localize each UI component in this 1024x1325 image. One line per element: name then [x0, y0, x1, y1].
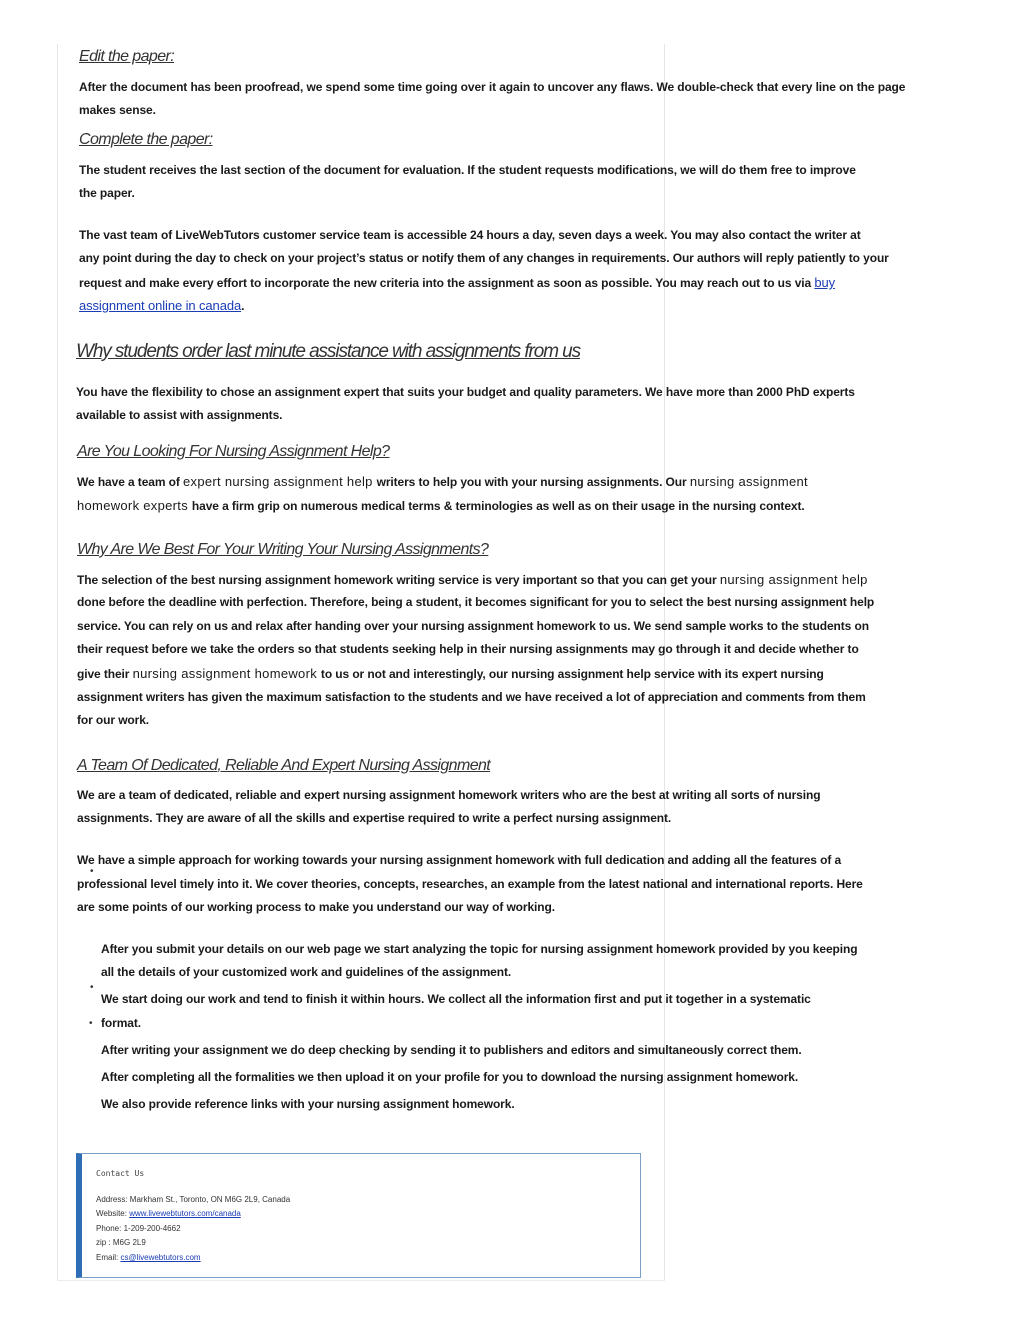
- list-item-1-line-1: After you submit your details on our web page we start analyzing the topic for nursing assignment homework provided by you keeping: [101, 942, 858, 956]
- why-text-line-2: available to assist with assignments.: [76, 408, 283, 422]
- complete-heading: Complete the paper:: [79, 131, 213, 148]
- list-item-5: We also provide reference links with your nursing assignment homework.: [101, 1097, 515, 1111]
- best-line-6: assignment writers has given the maximum satisfaction to the students and we have received a lot of appreciation and comments from them: [77, 690, 866, 704]
- best-line-1-b: nursing assignment help: [719, 572, 868, 587]
- buy-assignment-link-part-2[interactable]: assignment online in canada: [79, 298, 242, 313]
- edit-text-line-2: makes sense.: [79, 103, 156, 117]
- looking-text-line-1: [77, 470, 808, 495]
- bullet-dot-3: •: [89, 1018, 93, 1029]
- list-item-2-line-1: We start doing our work and tend to finish it within hours. We collect all the information first and put it together in a systematic: [101, 992, 811, 1006]
- contact-website: [96, 1209, 241, 1218]
- contact-address: Address: Markham St., Toronto, ON M6G 2L9, Canada: [96, 1195, 291, 1204]
- bottom-rule: [57, 1280, 665, 1281]
- why-text-line-1: You have the flexibility to chose an assignment expert that suits your budget and quality parameters. We have more than 2000 PhD experts: [76, 385, 855, 399]
- contact-email-label: Email:: [96, 1253, 121, 1262]
- contact-email: [96, 1253, 201, 1262]
- approach-line-2: professional level timely into it. We cover theories, concepts, researches, an example from the latest national and international reports. Here: [77, 877, 863, 891]
- dedicated-heading-part-2: Reliable And Expert Nursing Assignment: [225, 757, 491, 774]
- list-item-3: After writing your assignment we do deep checking by sending it to publishers and editors and simultaneously correct them.: [101, 1043, 802, 1057]
- best-line-1-a: The selection of the best nursing assignment homework writing service is very important so that you can get your: [77, 573, 720, 587]
- team-text-line-1: The vast team of LiveWebTutors customer service team is accessible 24 hours a day, seven days a week. You may also contact the writer at: [79, 228, 861, 242]
- contact-website-link[interactable]: www.livewebtutors.com/canada: [129, 1209, 241, 1218]
- dedicated-heading: [77, 757, 490, 775]
- contact-title: Contact Us: [96, 1169, 145, 1178]
- looking-text-line-2: [77, 494, 805, 519]
- team-text-line-4: [79, 294, 244, 319]
- team-text-line-3-text: request and make every effort to incorporate the new criteria into the assignment as soon as possible. You may reach out to us via: [79, 276, 812, 290]
- best-line-5-c: to us or not and interestingly, our nursing assignment help service with its expert nursing: [320, 667, 824, 681]
- why-students-heading: Why students order last minute assistance with assignments from us: [76, 341, 580, 362]
- contact-email-link[interactable]: cs@livewebtutors.com: [120, 1253, 201, 1262]
- dedicated-heading-part-1: A Team Of Dedicated: [77, 757, 218, 774]
- dedicated-line-1: We are a team of dedicated, reliable and expert nursing assignment homework writers who are the best at writing all sorts of nursing: [77, 788, 821, 802]
- looking-part-b: expert nursing assignment help: [183, 474, 377, 489]
- looking-part-d: nursing assignment: [689, 474, 808, 489]
- dedicated-heading-comma: ,: [217, 757, 226, 774]
- best-line-1: [77, 568, 868, 593]
- best-line-5-a: give their: [77, 667, 133, 681]
- list-item-1-line-2: all the details of your customized work and guidelines of the assignment.: [101, 965, 512, 979]
- complete-text-line-1: The student receives the last section of the document for evaluation. If the student requests modifications, we will do them free to improve: [79, 163, 856, 177]
- approach-line-3: are some points of our working process to make you understand our way of working.: [77, 900, 555, 914]
- approach-line-1: We have a simple approach for working towards your nursing assignment homework with full dedication and adding all the features of a: [77, 853, 842, 867]
- best-line-4: their request before we take the orders so that students seeking help in their nursing assignments may go through it and decide whether to: [77, 642, 859, 656]
- looking-part-e: homework experts: [77, 498, 192, 513]
- edit-text-line-1: After the document has been proofread, we spend some time going over it again to uncover any flaws. We double-check that every line on the page: [79, 80, 906, 94]
- best-line-7: for our work.: [77, 713, 150, 727]
- best-line-2: done before the deadline with perfection. Therefore, being a student, it becomes significant for you to select the best nursing assignment help: [77, 595, 875, 609]
- looking-heading: Are You Looking For Nursing Assignment Help?: [77, 443, 390, 460]
- contact-box: [76, 1153, 641, 1278]
- looking-part-f: have a firm grip on numerous medical terms & terminologies as well as on their usage in the nursing context.: [191, 499, 805, 513]
- contact-website-label: Website:: [96, 1209, 130, 1218]
- bullet-dot-1: •: [90, 866, 94, 877]
- looking-part-a: We have a team of: [77, 475, 184, 489]
- complete-text-line-2: the paper.: [79, 186, 135, 200]
- contact-zip: zip : M6G 2L9: [96, 1238, 146, 1247]
- dedicated-line-2: assignments. They are aware of all the skills and expertise required to write a perfect nursing assignment.: [77, 811, 672, 825]
- contact-phone: Phone: 1-209-200-4662: [96, 1224, 181, 1233]
- buy-assignment-link-part-1[interactable]: buy: [814, 275, 836, 290]
- team-text-line-3: [79, 271, 835, 296]
- list-item-4: After completing all the formalities we then upload it on your profile for you to download the nursing assignment homework.: [101, 1070, 799, 1084]
- team-text-line-2: any point during the day to check on your project’s status or notify them of any changes in requirements. Our authors will reply patiently to your: [79, 251, 889, 265]
- bullet-dot-2: •: [90, 982, 94, 993]
- left-margin-line: [57, 44, 58, 1280]
- best-heading: Why Are We Best For Your Writing Your Nursing Assignments?: [77, 541, 489, 558]
- team-period: .: [241, 299, 245, 313]
- edit-heading: Edit the paper:: [79, 48, 175, 65]
- best-line-5: [77, 662, 824, 687]
- list-item-2-line-2: format.: [101, 1016, 141, 1030]
- best-line-5-b: nursing assignment homework: [132, 666, 321, 681]
- looking-part-c: writers to help you with your nursing assignments. Our: [376, 475, 690, 489]
- best-line-3: service. You can rely on us and relax after handing over your nursing assignment homework to us. We send sample works to the students on: [77, 619, 869, 633]
